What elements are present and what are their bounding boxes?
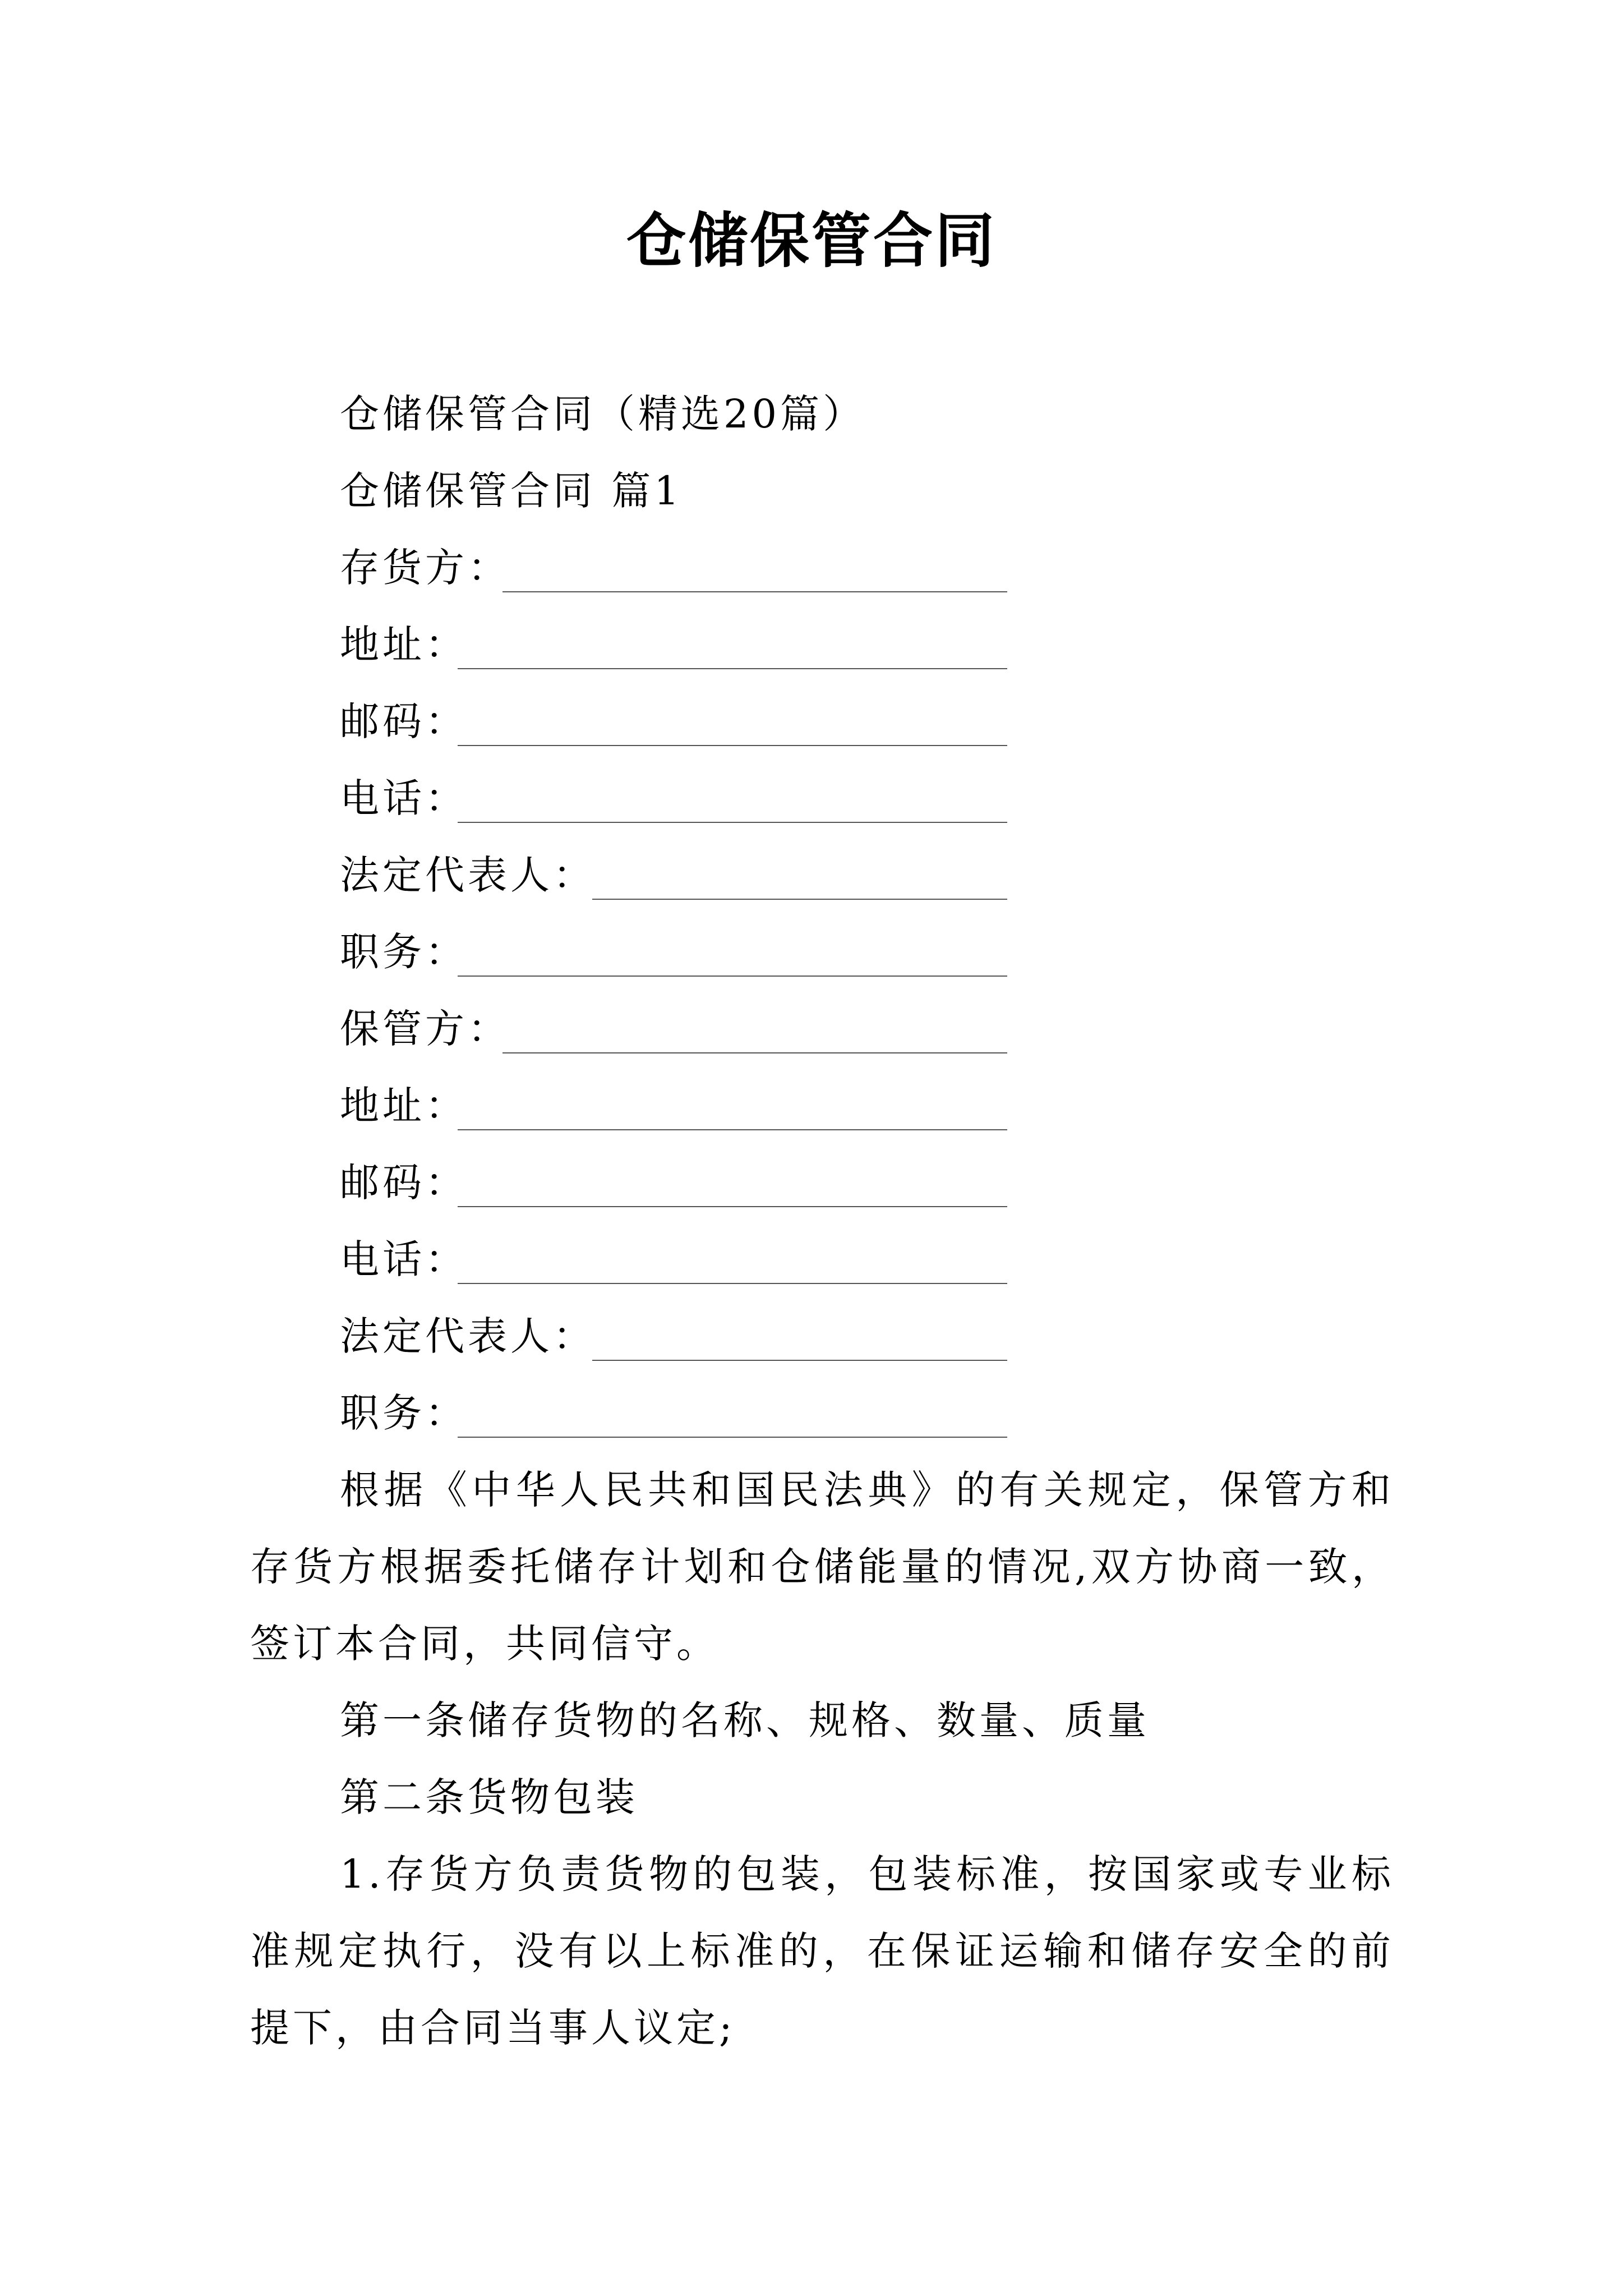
field-label: 地址： [340, 1083, 468, 1129]
fill-in-blank[interactable] [250, 606, 1007, 683]
custodian-legal-rep-field [250, 1298, 1394, 1375]
depositor-legal-rep-field [250, 837, 1394, 914]
article-2-item-1: 1.存货方负责货物的包装，包装标准，按国家或专业标准规定执行，没有以上标准的，在保证运输和储存安全的前提下，由合同当事人议定; [250, 1851, 1394, 2051]
fill-in-blank[interactable] [250, 530, 1007, 606]
depositor-phone-field [250, 760, 1394, 837]
document-body [250, 376, 1394, 2067]
subtitle [250, 376, 1394, 453]
fill-in-blank[interactable] [250, 1375, 1007, 1452]
field-label: 邮码： [340, 698, 468, 744]
field-label: 邮码： [340, 1159, 468, 1205]
fill-in-blank[interactable] [250, 1068, 1007, 1144]
article-2-heading: 第二条货物包装 [340, 1774, 638, 1820]
fill-in-blank[interactable] [250, 837, 1007, 914]
fill-in-blank[interactable] [250, 991, 1007, 1068]
depositor-position-field [250, 914, 1394, 991]
fill-in-blank[interactable] [250, 683, 1007, 760]
fill-in-blank[interactable] [250, 1298, 1007, 1375]
field-label: 法定代表人： [340, 852, 596, 898]
fill-in-blank[interactable] [250, 1144, 1007, 1221]
preamble-paragraph: 根据《中华人民共和国民法典》的有关规定，保管方和存货方根据委托储存计划和仓储能量的情况,双方协商一致，签订本合同，共同信守。 [250, 1467, 1394, 1667]
section-heading-text: 仓储保管合同 篇1 [340, 468, 683, 514]
fill-in-blank[interactable] [250, 760, 1007, 837]
field-label: 职务： [340, 929, 468, 975]
document-title: 仓储保管合同 [626, 206, 997, 275]
fill-in-blank[interactable] [250, 914, 1007, 991]
subtitle-text: 仓储保管合同（精选20篇） [340, 391, 866, 437]
field-label: 电话： [340, 1236, 468, 1282]
field-label: 地址： [340, 622, 468, 668]
field-label: 电话： [340, 775, 468, 821]
custodian-position-field [250, 1375, 1394, 1452]
field-label: 职务： [340, 1390, 468, 1436]
custodian-name-field [250, 991, 1394, 1068]
depositor-postcode-field [250, 683, 1394, 760]
section-heading [250, 453, 1394, 530]
field-label: 保管方： [340, 1006, 510, 1052]
fill-in-blank[interactable] [250, 1221, 1007, 1298]
field-label: 存货方： [340, 545, 510, 591]
custodian-address-field [250, 1068, 1394, 1144]
custodian-phone-field [250, 1221, 1394, 1298]
depositor-name-field [250, 530, 1394, 606]
article-1-heading: 第一条储存货物的名称、规格、数量、质量 [340, 1697, 1150, 1743]
depositor-address-field [250, 606, 1394, 683]
custodian-postcode-field [250, 1144, 1394, 1221]
field-label: 法定代表人： [340, 1313, 596, 1359]
